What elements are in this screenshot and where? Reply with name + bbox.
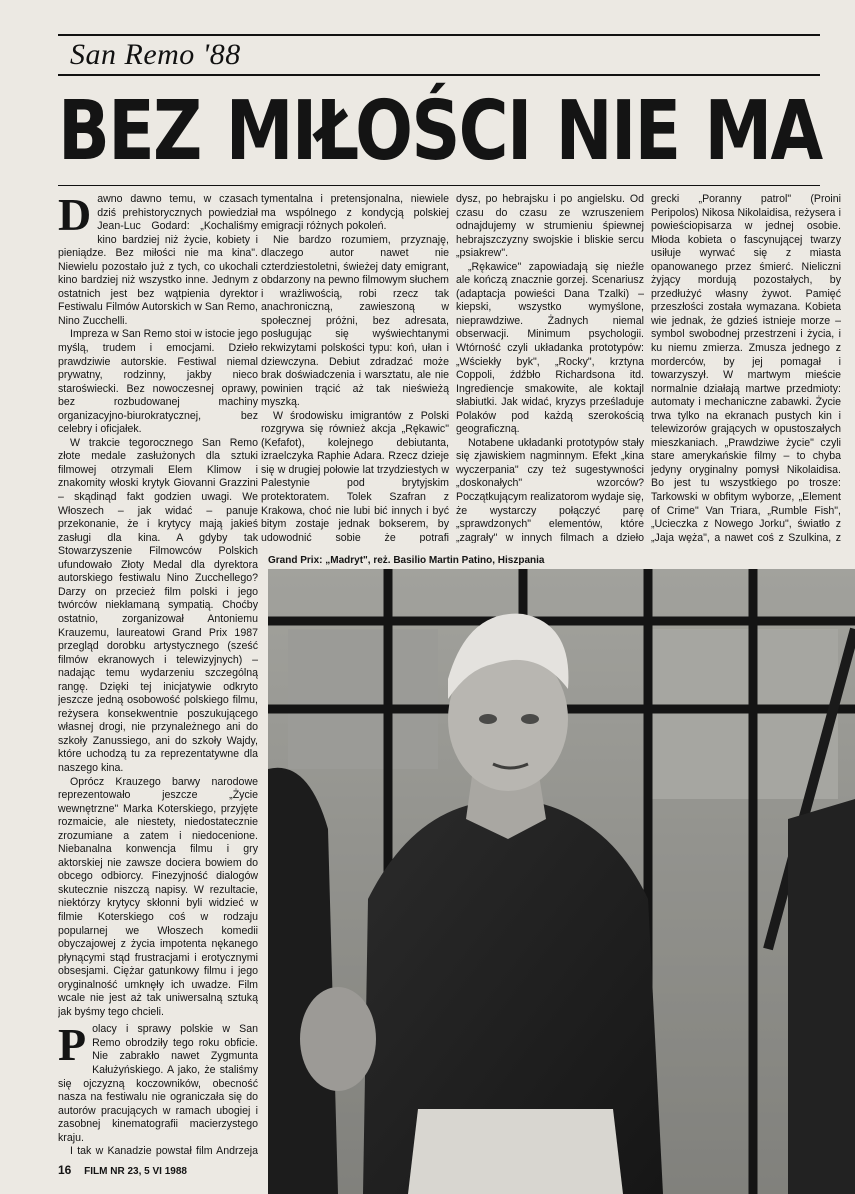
page-footer	[58, 1163, 187, 1177]
headline-word-4: MA	[704, 84, 822, 179]
header-top-rule	[58, 34, 820, 36]
issue-info: FILM NR 23, 5 VI 1988	[84, 1166, 187, 1177]
article-paragraph: Polacy i sprawy polskie w San Remo obrodziły tego roku obficie. Nie zabrakło nawet Zygmunta Kałużyńskiego. A jako, że staliśmy się ojczyzną koczowników, obecność nasza na festiwalu nie ograniczała się do autorów pracujących w ramach ubogiej i zasobnej kinematografii macierzystego kraju.	[58, 1019, 258, 1144]
article-paragraph: Dawno dawno temu, w czasach dziś prehistorycznych powiedział Jean-Luc Godard: „Kochaliśmy kino bardziej niż życie, kobiety i pieniądze. Bez miłości nie ma kina". Niewielu pozostało już z tych, co ukochali kino bardziej niż wszystko inne. Jednym z ostatnich jest bez wątpienia dyrektor Festiwalu Filmów Autorskich w San Remo, Nino Zucchelli.	[58, 193, 258, 327]
article-paragraph: W środowisku imigrantów z Polski rozgrywa się również akcja „Rękawic" (Kefafot), kolejnego debiutanta, izraelczyka Raphie Adara. Rzecz dzieje się w drugiej połowie lat trzydziestych w Palestynie pod brytyjskim protektoratem. Tolek Szafran z Krakowa, choć nie lubi bić innych i być bitym zostaje jednak bokserem, by udowodnić sobie że potrafi	[261, 409, 449, 543]
article-paragraph: I tak w Kanadzie powstał film Andrzeja	[70, 1145, 258, 1158]
photo-caption: Grand Prix: „Madryt", reż. Basilio Martin Patino, Hiszpania	[268, 555, 545, 566]
header-bottom-rule	[58, 74, 820, 76]
section-title: San Remo '88	[70, 38, 241, 71]
headline	[58, 84, 822, 179]
article-paragraph: dysz, po hebrajsku i po angielsku. Od czasu do czasu ze wzruszeniem odnajdujemy w strumieniu śpiewnej hebrajszczyzny swojskie i bliskie sercu „psiakrew".	[456, 193, 644, 260]
headline-word-2: MIŁOŚCI	[225, 84, 531, 179]
drop-cap: P	[58, 1019, 87, 1071]
article-paragraph: Oprócz Krauzego barwy narodowe reprezentowało jeszcze „Życie wewnętrzne" Marka Koterskiego, przyjęte rozmaicie, ale niestety, niedostatecznie zrozumiane a zatem i niedocenione. Niebanalna konwencja filmu i gry aktorskiej nie zawsze dociera bowiem do obcego odbiorcy. Finezyjność dialogów skutecznie niszczą napisy. W rezultacie, niektórzy krytycy skłonni byli widzieć w filmie Koterskiego coś w rodzaju popularnej we Włoszech komedii obyczajowej z życia impotenta nękanego płynącymi stąd frustracjami i erotycznymi obsesjami. Ciężar gatunkowy filmu i jego oryginalność umknęły ich uwadze. Film wcale nie jest aż tak uniwersalną sztuką jak byśmy tego chcieli.	[58, 775, 258, 1018]
article-paragraph: grecki „Poranny patrol" (Proini Peripolos) Nikosa Nikolaidisa, reżysera i powieściopisarza w jednej osobie. Młoda kobieta o fascynującej twarzy usiłuje wyrwać się z miasta opanowanego przez śmierć. Nieliczni żyjący mordują pozostałych, by przedłużyć własny żywot. Pamięć przeszłości została wymazana. Kobieta wie jednak, że gdzieś istnieje morze – symbol swobodnej przestrzeni i życia, i ku niemu zmierza. Zmusza jednego z morderców, by jej pomagał i towarzyszył. W martwym mieście normalnie działają martwe przedmioty: automaty i mechaniczne zabawki. Życie trwa tylko na ekranach pustych kin i telewizorów grających w opustoszałych mieszkaniach. „Prawdziwe życie" czyli stare amerykańskie filmy – to chyba jedyny oryginalny pomysł Nikolaidisa. Bo jest tu wszystkiego po trosze: Tarkowski w obfitym wyborze, „Element of Crime" Van Triara, „Rumble Fish", „Ucieczka z Nowego Jorku", światło z „Jaja węża", a nawet coś z Szulkina, z	[651, 193, 841, 543]
article-column-2	[261, 193, 449, 543]
article-column-3	[456, 193, 644, 543]
article-paragraph: tymentalna i pretensjonalna, niewiele ma wspólnego z kondycją polskiej emigracji różnych pokoleń.	[261, 193, 449, 233]
drop-cap: D	[58, 193, 92, 240]
article-column-1	[58, 193, 258, 1158]
article-paragraph: Notabene układanki prototypów stały się zjawiskiem nagminnym. Efekt „kina wyczerpania" czy też sugestywności „doskonałych" wzorców? Początkującym realizatorom wydaje się, że wystarczy połączyć parę „sprawdzonych" elementów, które „zagrały" w innych filmach a dzieło	[456, 436, 644, 543]
article-column-4	[651, 193, 841, 543]
article-paragraph: W trakcie tegorocznego San Remo złote medale zasłużonych dla sztuki filmowej otrzymali Elem Klimow i znakomity włoski krytyk Giovanni Grazzini – skądinąd fakt godzien uwagi. We Włoszech – jak widać – panuje przekonanie, że i krytycy mają jakieś zasługi dla kina. A gdyby tak Stowarzyszenie Filmowców Polskich ufundowało Złoty Medal dla dyrektora autorskiego festiwalu Nino Zucchellego? Darzy on przecież film polski i jego twórców niekłamaną sympatią. Choćby ostatnio, zorganizował Antoniemu Krauzemu, laureatowi Grand Prix 1987 przegląd dorobku artystycznego (sześć filmów ekranowych i telewizyjnych) – nadając temu wydarzeniu szczególną rangę. Dzięki tej inicjatywie odkryto jeszcze jedną osobowość polskiego filmu, reżysera konsekwentnie poszukującego własnej drogi, nie przynależnego ani do szkoły Zanussiego, ani do szkoły Wajdy, które uchodzą tu za reprezentatywne dla naszego kina.	[58, 436, 258, 774]
headline-word-1: BEZ	[58, 84, 201, 179]
article-paragraph: Impreza w San Remo stoi w istocie jego myślą, trudem i emocjami. Dzieło prawdziwie autorskie. Festiwal niemal prywatny, rodzinny, jakby nieco staroświecki. Bez nowoczesnej oprawy, bez rozbudowanej machiny organizacyjno-biurokratycznej, bez celebry i oficjałek.	[58, 328, 258, 436]
film-still-photo	[268, 569, 855, 1194]
article-paragraph: Nie bardzo rozumiem, przyznaję, dlaczego autor nawet nie czterdziestoletni, świeżej daty emigrant, obdarzony na pewno filmowym słuchem i wrażliwością, robi rzecz tak anachroniczną, zawieszoną w społecznej próżni, bez adresata, posługując się wyświechtanymi rekwizytami polskości typu: koń, ułan i dziewczyna. Debiut zdradzać może brak doświadczenia i warsztatu, ale nie powinien trącić aż tak nieświeżą myszką.	[261, 233, 449, 409]
headline-word-3: NIE	[555, 84, 680, 179]
headline-rule	[58, 185, 820, 186]
article-paragraph: „Rękawice" zapowiadają się nieźle ale kończą znacznie gorzej. Scenariusz (adaptacja powieści Dana Tzalki) – kiepski, wszystko wymyślone, nieprawdziwe. Żadnych niemal obserwacji. Minimum psychologii. Wtórność czyli układanka prototypów: „Wściekły byk", „Rocky", krztyna Coppoli, źdźbło Richardsona itd. Ingrediencje smakowite, ale koktajl słabiutki. Jak widać, kryzys prześladuje Polaków pod każdą szerokością geograficzną.	[456, 260, 644, 436]
page-number: 16	[58, 1163, 72, 1177]
